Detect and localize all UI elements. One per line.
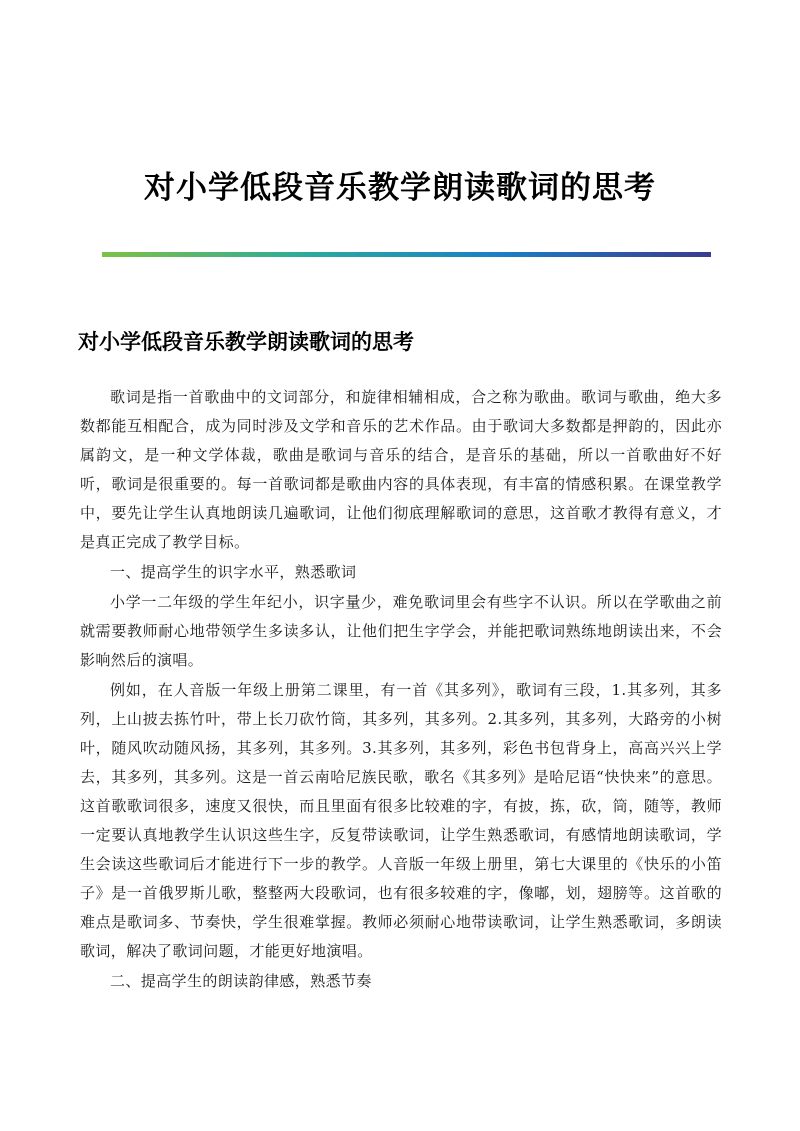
- subheading-rhythm: 二、提高学生的朗读韵律感，熟悉节奏: [110, 972, 372, 990]
- subheading-literacy: 一、提高学生的识字水平，熟悉歌词: [110, 563, 357, 581]
- paragraph-literacy: 小学一二年级的学生年纪小，识字量少，难免歌词里会有些字不认识。所以在学歌曲之前就需要教师耐心地带领学生多读多认，让他们把生字学会，并能把歌词熟练地朗读出来，不会影响然后的演唱。: [80, 593, 722, 669]
- page-title: 对小学低段音乐教学朗读歌词的思考: [144, 170, 656, 206]
- paragraph-example: 例如，在人音版一年级上册第二课里，有一首《其多列》，歌词有三段，1.其多列，其多列，上山披去拣竹叶，带上长刀砍竹筒，其多列，其多列。2.其多列，其多列，大路旁的小树叶，随风吹动随风扬，其多列，其多列。3.其多列，其多列，彩色书包背身上，高高兴兴上学去，其多列，其多列。这是一首云南哈尼族民歌，歌名《其多列》是哈尼语“快快来”的意思。这首歌歌词很多，速度又很快，而且里面有很多比较难的字，有披，拣，砍，筒，随等，教师一定要认真地教学生认识这些生字，反复带读歌词，让学生熟悉歌词，有感情地朗读歌词，学生会读这些歌词后才能进行下一步的教学。人音版一年级上册里，第七大课里的《快乐的小笛子》是一首俄罗斯儿歌，整整两大段歌词，也有很多较难的字，像嘟，划，翅膀等。这首歌的难点是歌词多、节奏快，学生很难掌握。教师必须耐心地带读歌词，让学生熟悉歌词，多朗读歌词，解决了歌词问题，才能更好地演唱。: [80, 681, 722, 960]
- paragraph-intro: 歌词是指一首歌曲中的文词部分，和旋律相辅相成，合之称为歌曲。歌词与歌曲，绝大多数都能互相配合，成为同时涉及文学和音乐的艺术作品。由于歌词大多数都是押韵的，因此亦属韵文，是一种文学体裁，歌曲是歌词与音乐的结合，是音乐的基础，所以一首歌曲好不好听，歌词是很重要的。每一首歌词都是歌曲内容的具体表现，有丰富的情感积累。在课堂教学中，要先让学生认真地朗读几遍歌词，让他们彻底理解歌词的意思，这首歌才教得有意义，才是真正完成了教学目标。: [80, 388, 722, 551]
- article-body: [80, 383, 722, 997]
- section-heading: 对小学低段音乐教学朗读歌词的思考: [78, 330, 414, 354]
- title-divider: [102, 252, 711, 257]
